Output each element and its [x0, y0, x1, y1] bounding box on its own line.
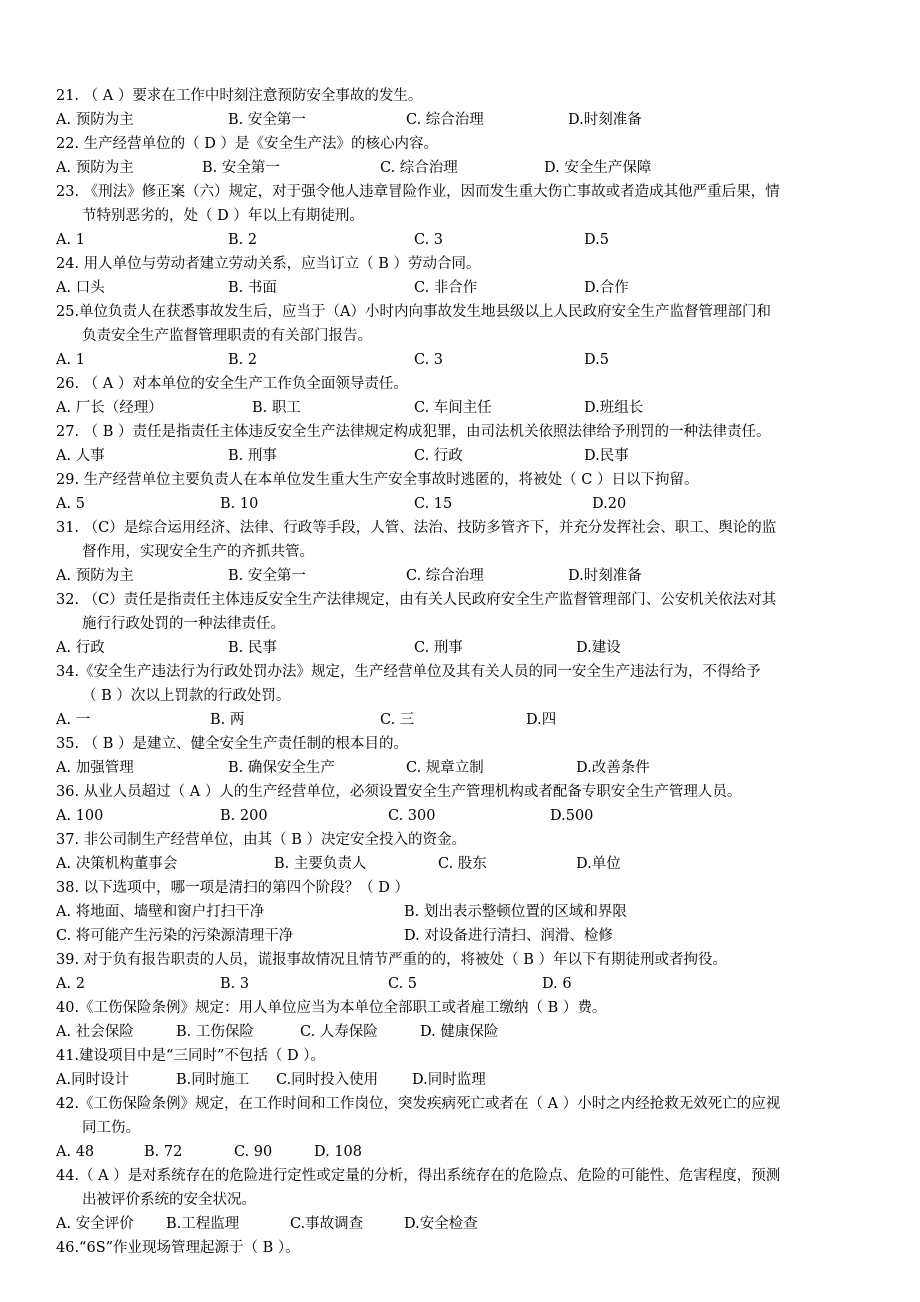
option-d: D.20: [592, 496, 627, 512]
question-21-options: [56, 108, 880, 132]
option-b: B. 书面: [228, 280, 277, 296]
option-d: D.500: [550, 808, 594, 824]
option-b: B. 两: [210, 712, 245, 728]
option-a: A. 预防为主: [56, 112, 134, 128]
option-c: C. 5: [388, 976, 418, 992]
question-23-options: [56, 228, 880, 252]
option-d: D. 安全生产保障: [544, 160, 652, 176]
option-c: C. 综合治理: [406, 112, 484, 128]
option-c: C. 将可能产生污染的污染源清理干净: [56, 928, 294, 944]
question-23-stem: 23. 《刑法》修正案（六）规定，对于强令他人违章冒险作业，因而发生重大伤亡事故或者造成其他严重后果，情: [56, 184, 780, 200]
question-21-stem: 21. （ A ）要求在工作中时刻注意预防安全事故的发生。: [56, 88, 423, 104]
option-c: C.事故调查: [290, 1216, 364, 1232]
option-d: D.时刻准备: [568, 112, 642, 128]
option-c: C.同时投入使用: [276, 1072, 379, 1088]
option-d: D. 对设备进行清扫、润滑、检修: [404, 928, 613, 944]
option-b: B. 划出表示整顿位置的区域和界限: [404, 904, 627, 920]
option-a: A. 5: [56, 496, 85, 512]
option-b: B. 职工: [252, 400, 301, 416]
question-34-stem: 34.《安全生产违法行为行政处罚办法》规定，生产经营单位及其有关人员的同一安全生产违法行为，不得给予: [56, 664, 761, 680]
option-b: B. 主要负责人: [274, 856, 367, 872]
option-a: A. 加强管理: [56, 760, 134, 776]
option-d: D.四: [526, 712, 557, 728]
option-b: B. 安全第一: [202, 160, 280, 176]
option-a: A. 行政: [56, 640, 105, 656]
question-42-stem: 42.《工伤保险条例》规定，在工作时间和工作岗位，突发疾病死亡或者在（ A ）小时之内经抢救无效死亡的应视: [56, 1096, 781, 1112]
question-37-options: [56, 852, 880, 876]
option-c: C. 90: [234, 1144, 273, 1160]
question-32-stem: 32. （C）责任是指责任主体违反安全生产法律规定，由有关人民政府安全生产监督管理部门、公安机关依法对其: [56, 592, 777, 608]
question-27-stem: 27. （ B ）责任是指责任主体违反安全生产法律规定构成犯罪，由司法机关依照法律给予刑罚的一种法律责任。: [56, 424, 771, 440]
question-38-options-row1: [56, 900, 880, 924]
option-d: D.5: [584, 352, 609, 368]
question-40-options: [56, 1020, 880, 1044]
question-26-options: [56, 396, 880, 420]
option-b: B. 10: [220, 496, 259, 512]
question-44-stem-cont: 出被评价系统的安全状况。: [82, 1192, 256, 1208]
option-b: B. 72: [144, 1144, 183, 1160]
option-c: C. 综合治理: [406, 568, 484, 584]
question-37-stem: 37. 非公司制生产经营单位，由其（ B ）决定安全投入的资金。: [56, 832, 467, 848]
option-d: D.同时监理: [412, 1072, 486, 1088]
option-b: B.工程监理: [166, 1216, 240, 1232]
question-22-options: [56, 156, 880, 180]
question-40-stem: 40.《工伤保险条例》规定：用人单位应当为本单位全部职工或者雇工缴纳（ B ）费。: [56, 1000, 607, 1016]
option-b: B. 3: [220, 976, 250, 992]
question-32-stem-cont: 施行行政处罚的一种法律责任。: [82, 616, 285, 632]
option-d: D.改善条件: [576, 760, 650, 776]
question-24-stem: 24. 用人单位与劳动者建立劳动关系，应当订立（ B ）劳动合同。: [56, 256, 481, 272]
question-31-stem: 31. （C）是综合运用经济、法律、行政等手段，人管、法治、技防多管齐下，并充分发挥社会、职工、舆论的监: [56, 520, 777, 536]
option-c: C. 三: [380, 712, 415, 728]
option-a: A. 将地面、墙壁和窗户打扫干净: [56, 904, 265, 920]
option-c: C. 规章立制: [406, 760, 484, 776]
question-42-options: [56, 1140, 880, 1164]
option-b: B. 确保安全生产: [228, 760, 335, 776]
question-25-stem-cont: 负责安全生产监督管理职责的有关部门报告。: [82, 328, 372, 344]
question-41-options: [56, 1068, 880, 1092]
question-35-stem: 35. （ B ）是建立、健全安全生产责任制的根本目的。: [56, 736, 409, 752]
option-c: C. 股东: [438, 856, 487, 872]
option-c: C. 车间主任: [414, 400, 492, 416]
option-d: D.单位: [576, 856, 621, 872]
option-d: D. 健康保险: [420, 1024, 499, 1040]
option-a: A. 48: [56, 1144, 95, 1160]
option-c: C. 3: [414, 232, 444, 248]
option-a: A. 厂长（经理）: [56, 400, 163, 416]
question-39-options: [56, 972, 880, 996]
option-b: B. 工伤保险: [176, 1024, 254, 1040]
option-a: A. 预防为主: [56, 568, 134, 584]
option-d: D.建设: [576, 640, 621, 656]
option-b: B. 2: [228, 232, 258, 248]
question-44-stem: 44.（ A ）是对系统存在的危险进行定性或定量的分析，得出系统存在的危险点、危险的可能性、危害程度，预测: [56, 1168, 781, 1184]
option-d: D.安全检查: [404, 1216, 478, 1232]
option-c: C. 3: [414, 352, 444, 368]
question-34-stem-cont: （ B ）次以上罚款的行政处罚。: [82, 688, 291, 704]
option-a: A.同时设计: [56, 1072, 130, 1088]
option-c: C. 刑事: [414, 640, 463, 656]
question-36-options: [56, 804, 880, 828]
question-31-options: [56, 564, 880, 588]
option-a: A. 1: [56, 232, 85, 248]
option-a: A. 100: [56, 808, 104, 824]
option-d: D.班组长: [584, 400, 644, 416]
option-d: D.5: [584, 232, 609, 248]
question-22-stem: 22. 生产经营单位的（ D ）是《安全生产法》的核心内容。: [56, 136, 439, 152]
option-d: D.民事: [584, 448, 629, 464]
option-b: B. 民事: [228, 640, 277, 656]
option-b: B. 安全第一: [228, 568, 306, 584]
option-b: B. 2: [228, 352, 258, 368]
option-c: C. 非合作: [414, 280, 478, 296]
question-42-stem-cont: 同工伤。: [82, 1120, 140, 1136]
option-a: A. 1: [56, 352, 85, 368]
option-a: A. 人事: [56, 448, 105, 464]
question-38-stem: 38. 以下选项中，哪一项是清扫的第四个阶段？（ D ）: [56, 880, 410, 896]
question-23-stem-cont: 节特别恶劣的，处（ D ）年以上有期徒刑。: [82, 208, 364, 224]
option-d: D. 6: [542, 976, 572, 992]
question-25-stem: 25.单位负责人在获悉事故发生后，应当于（A）小时内向事故发生地县级以上人民政府安全生产监督管理部门和: [56, 304, 772, 320]
option-b: B. 200: [220, 808, 268, 824]
question-29-stem: 29. 生产经营单位主要负责人在本单位发生重大生产安全事故时逃匿的，将被处（ C ）日以下拘留。: [56, 472, 699, 488]
option-a: A. 2: [56, 976, 85, 992]
option-d: D.合作: [584, 280, 629, 296]
option-a: A. 决策机构董事会: [56, 856, 178, 872]
option-a: A. 口头: [56, 280, 105, 296]
option-a: A. 预防为主: [56, 160, 134, 176]
option-c: C. 行政: [414, 448, 463, 464]
question-38-options-row2: [56, 924, 880, 948]
question-41-stem: 41.建设项目中是“三同时”不包括（ D ）。: [56, 1048, 325, 1064]
option-c: C. 300: [388, 808, 436, 824]
option-c: C. 15: [414, 496, 453, 512]
option-b: B. 刑事: [228, 448, 277, 464]
question-46-stem: 46.“6S”作业现场管理起源于（ B ）。: [56, 1240, 300, 1256]
option-b: B. 安全第一: [228, 112, 306, 128]
question-32-options: [56, 636, 880, 660]
question-26-stem: 26. （ A ）对本单位的安全生产工作负全面领导责任。: [56, 376, 408, 392]
question-44-options: [56, 1212, 880, 1236]
question-36-stem: 36. 从业人员超过（ A ）人的生产经营单位，必须设置安全生产管理机构或者配备专职安全生产管理人员。: [56, 784, 742, 800]
option-d: D.时刻准备: [568, 568, 642, 584]
option-c: C. 综合治理: [380, 160, 458, 176]
option-a: A. 一: [56, 712, 91, 728]
question-34-options: [56, 708, 880, 732]
question-35-options: [56, 756, 880, 780]
question-24-options: [56, 276, 880, 300]
question-39-stem: 39. 对于负有报告职责的人员，谎报事故情况且情节严重的的，将被处（ B ）年以下有期徒刑或者拘役。: [56, 952, 728, 968]
question-27-options: [56, 444, 880, 468]
question-25-options: [56, 348, 880, 372]
option-b: B.同时施工: [176, 1072, 250, 1088]
option-c: C. 人寿保险: [300, 1024, 378, 1040]
question-31-stem-cont: 督作用，实现安全生产的齐抓共管。: [82, 544, 314, 560]
question-29-options: [56, 492, 880, 516]
option-a: A. 安全评价: [56, 1216, 134, 1232]
option-a: A. 社会保险: [56, 1024, 134, 1040]
option-d: D. 108: [314, 1144, 363, 1160]
